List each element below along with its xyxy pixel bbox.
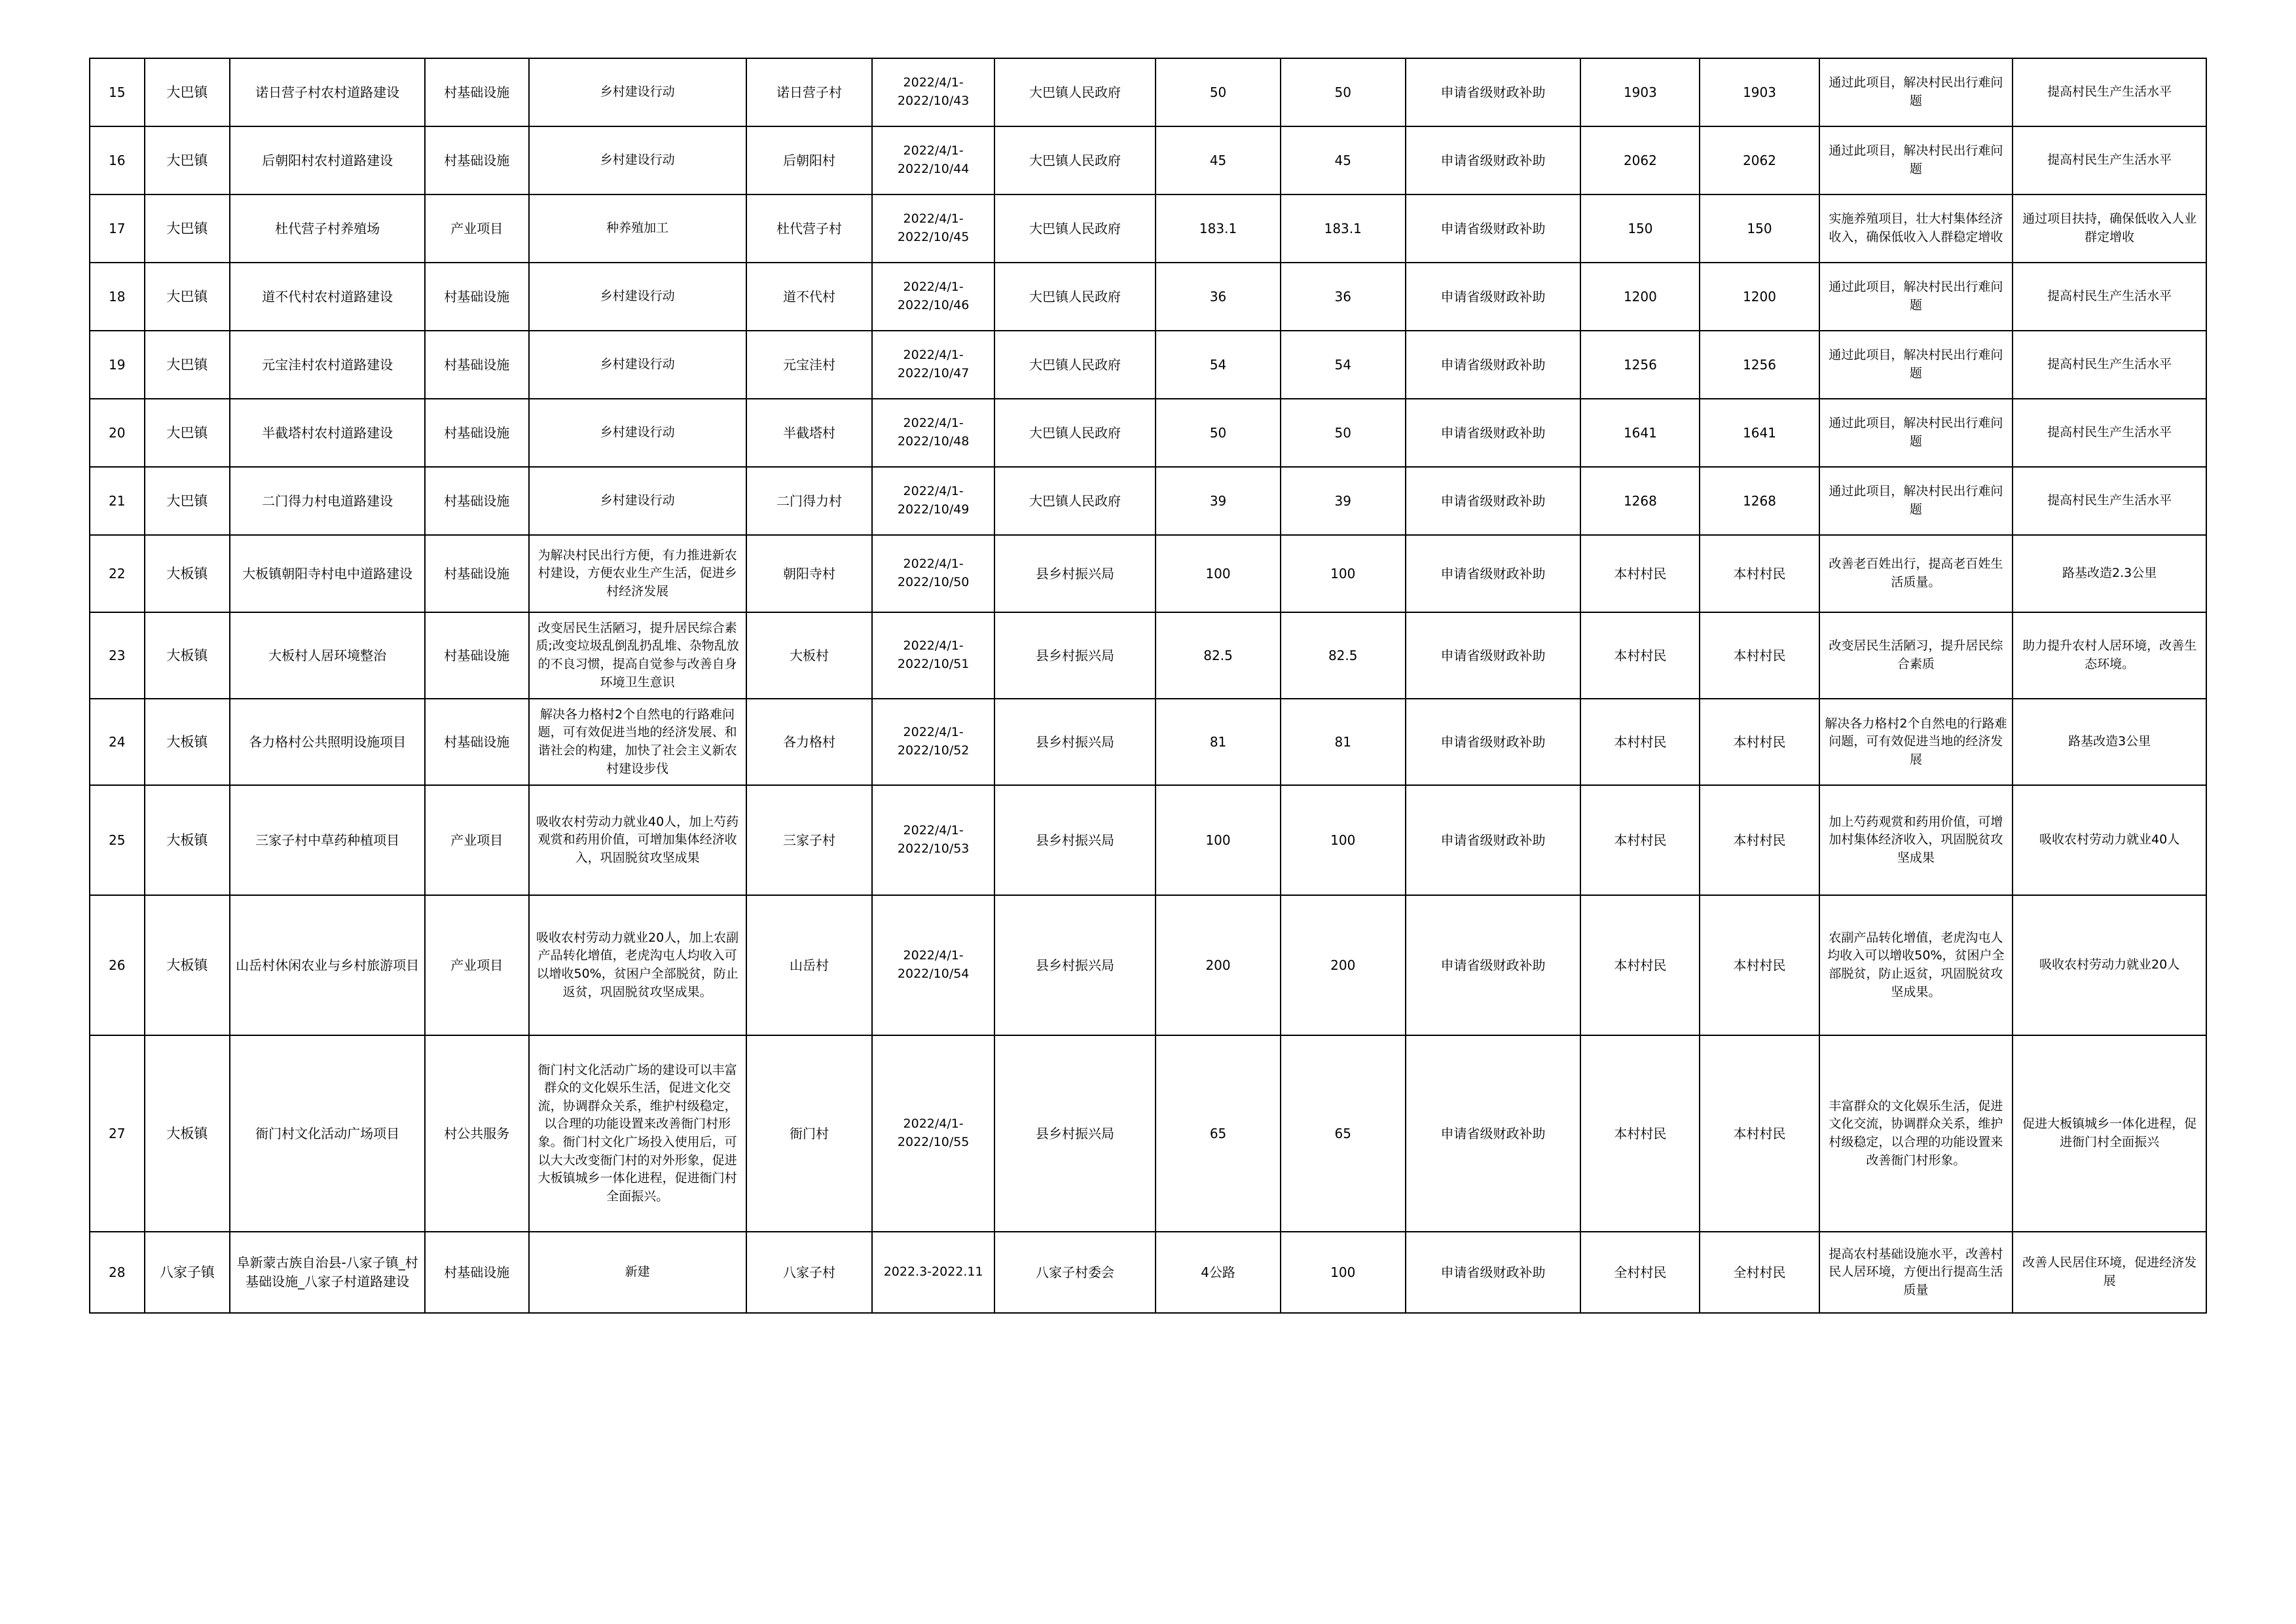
- cell-apply-funds: 100: [1281, 785, 1406, 895]
- cell-project-type: 村基础设施: [425, 467, 529, 535]
- cell-unit: 大巴镇人民政府: [994, 126, 1156, 194]
- cell-project-type: 村基础设施: [425, 699, 529, 785]
- cell-benefit-households: 1903: [1700, 58, 1819, 126]
- cell-unit: 大巴镇人民政府: [994, 399, 1156, 467]
- table-row: [90, 612, 2206, 699]
- cell-apply-funds: 54: [1281, 331, 1406, 399]
- cell-index: 28: [90, 1232, 145, 1313]
- table-row: [90, 699, 2206, 785]
- cell-period: 2022/4/1-2022/10/54: [872, 895, 994, 1035]
- cell-total-investment: 45: [1156, 126, 1281, 194]
- cell-benefit-population: 本村村民: [1580, 612, 1700, 699]
- cell-town: 大巴镇: [145, 467, 230, 535]
- cell-apply-funds: 65: [1281, 1035, 1406, 1232]
- cell-build-content: 种养殖加工: [529, 194, 746, 263]
- cell-period: 2022/4/1-2022/10/51: [872, 612, 994, 699]
- cell-project-name: 三家子村中草药种植项目: [230, 785, 425, 895]
- cell-apply-funds: 39: [1281, 467, 1406, 535]
- cell-benefit-households: 150: [1700, 194, 1819, 263]
- cell-apply-funds: 50: [1281, 58, 1406, 126]
- cell-benefit-households: 本村村民: [1700, 612, 1819, 699]
- cell-index: 24: [90, 699, 145, 785]
- cell-town: 大板镇: [145, 535, 230, 612]
- cell-town: 大巴镇: [145, 263, 230, 331]
- cell-unit: 大巴镇人民政府: [994, 331, 1156, 399]
- table-row: [90, 895, 2206, 1035]
- cell-project-name: 诺日营子村农村道路建设: [230, 58, 425, 126]
- cell-fund-source: 申请省级财政补助: [1406, 699, 1581, 785]
- table-body: [90, 58, 2206, 1313]
- cell-index: 20: [90, 399, 145, 467]
- cell-total-investment: 36: [1156, 263, 1281, 331]
- cell-benefit-population: 1641: [1580, 399, 1700, 467]
- cell-benefit-analysis: 助力提升农村人居环境，改善生态环境。: [2013, 612, 2206, 699]
- cell-fund-source: 申请省级财政补助: [1406, 467, 1581, 535]
- cell-benefit-population: 1903: [1580, 58, 1700, 126]
- cell-fund-source: 申请省级财政补助: [1406, 895, 1581, 1035]
- table-row: [90, 399, 2206, 467]
- cell-performance-goal: 通过此项目，解决村民出行难问题: [1819, 263, 2013, 331]
- cell-apply-funds: 50: [1281, 399, 1406, 467]
- cell-project-type: 村基础设施: [425, 612, 529, 699]
- cell-build-content: 乡村建设行动: [529, 263, 746, 331]
- cell-unit: 县乡村振兴局: [994, 785, 1156, 895]
- cell-index: 15: [90, 58, 145, 126]
- table-row: [90, 194, 2206, 263]
- cell-place: 大板村: [746, 612, 873, 699]
- cell-build-content: 新建: [529, 1232, 746, 1313]
- cell-project-name: 山岳村休闲农业与乡村旅游项目: [230, 895, 425, 1035]
- cell-performance-goal: 通过此项目，解决村民出行难问题: [1819, 126, 2013, 194]
- table-row: [90, 126, 2206, 194]
- cell-index: 18: [90, 263, 145, 331]
- cell-town: 大板镇: [145, 1035, 230, 1232]
- cell-benefit-analysis: 提高村民生产生活水平: [2013, 467, 2206, 535]
- cell-index: 23: [90, 612, 145, 699]
- cell-apply-funds: 183.1: [1281, 194, 1406, 263]
- cell-benefit-analysis: 吸收农村劳动力就业20人: [2013, 895, 2206, 1035]
- cell-benefit-analysis: 通过项目扶持，确保低收入人业群定增收: [2013, 194, 2206, 263]
- cell-project-type: 产业项目: [425, 785, 529, 895]
- cell-town: 大巴镇: [145, 194, 230, 263]
- table-row: [90, 1232, 2206, 1313]
- cell-period: 2022/4/1-2022/10/49: [872, 467, 994, 535]
- cell-fund-source: 申请省级财政补助: [1406, 1232, 1581, 1313]
- cell-place: 各力格村: [746, 699, 873, 785]
- cell-total-investment: 50: [1156, 58, 1281, 126]
- cell-project-type: 村基础设施: [425, 399, 529, 467]
- cell-fund-source: 申请省级财政补助: [1406, 126, 1581, 194]
- cell-apply-funds: 200: [1281, 895, 1406, 1035]
- cell-performance-goal: 通过此项目，解决村民出行难问题: [1819, 399, 2013, 467]
- cell-fund-source: 申请省级财政补助: [1406, 194, 1581, 263]
- cell-benefit-households: 本村村民: [1700, 535, 1819, 612]
- cell-benefit-households: 2062: [1700, 126, 1819, 194]
- cell-place: 半截塔村: [746, 399, 873, 467]
- cell-project-name: 大板镇朝阳寺村电中道路建设: [230, 535, 425, 612]
- cell-place: 朝阳寺村: [746, 535, 873, 612]
- cell-total-investment: 50: [1156, 399, 1281, 467]
- cell-period: 2022/4/1-2022/10/47: [872, 331, 994, 399]
- cell-period: 2022/4/1-2022/10/43: [872, 58, 994, 126]
- table-row: [90, 263, 2206, 331]
- table-row: [90, 331, 2206, 399]
- table-row: [90, 1035, 2206, 1232]
- cell-place: 二门得力村: [746, 467, 873, 535]
- cell-build-content: 衙门村文化活动广场的建设可以丰富群众的文化娱乐生活，促进文化交流，协调群众关系，维护村级稳定，以合理的功能设置来改善衙门村形象。衙门村文化广场投入使用后，可以大大改变衙门村的对外形象，促进大板镇城乡一体化进程，促进衙门村全面振兴。: [529, 1035, 746, 1232]
- cell-project-name: 阜新蒙古族自治县-八家子镇_村基础设施_八家子村道路建设: [230, 1232, 425, 1313]
- cell-build-content: 为解决村民出行方便，有力推进新农村建设，方便农业生产生活，促进乡村经济发展: [529, 535, 746, 612]
- cell-build-content: 改变居民生活陋习，提升居民综合素质;改变垃圾乱倒乱扔乱堆、杂物乱放的不良习惯，提高自觉参与改善自身环境卫生意识: [529, 612, 746, 699]
- cell-benefit-households: 1256: [1700, 331, 1819, 399]
- cell-benefit-analysis: 提高村民生产生活水平: [2013, 331, 2206, 399]
- cell-benefit-analysis: 吸收农村劳动力就业40人: [2013, 785, 2206, 895]
- cell-index: 22: [90, 535, 145, 612]
- cell-benefit-population: 150: [1580, 194, 1700, 263]
- cell-performance-goal: 提高农村基础设施水平，改善村民人居环境，方便出行提高生活质量: [1819, 1232, 2013, 1313]
- cell-benefit-households: 本村村民: [1700, 1035, 1819, 1232]
- cell-place: 衙门村: [746, 1035, 873, 1232]
- cell-place: 后朝阳村: [746, 126, 873, 194]
- cell-benefit-population: 本村村民: [1580, 535, 1700, 612]
- cell-total-investment: 200: [1156, 895, 1281, 1035]
- cell-town: 八家子镇: [145, 1232, 230, 1313]
- cell-period: 2022/4/1-2022/10/52: [872, 699, 994, 785]
- cell-town: 大板镇: [145, 612, 230, 699]
- cell-unit: 大巴镇人民政府: [994, 263, 1156, 331]
- cell-project-name: 二门得力村电道路建设: [230, 467, 425, 535]
- cell-place: 三家子村: [746, 785, 873, 895]
- cell-performance-goal: 加上芍药观赏和药用价值，可增加村集体经济收入，巩固脱贫攻坚成果: [1819, 785, 2013, 895]
- cell-project-name: 各力格村公共照明设施项目: [230, 699, 425, 785]
- table-row: [90, 467, 2206, 535]
- cell-project-type: 村基础设施: [425, 535, 529, 612]
- cell-place: 八家子村: [746, 1232, 873, 1313]
- cell-benefit-population: 1256: [1580, 331, 1700, 399]
- cell-fund-source: 申请省级财政补助: [1406, 612, 1581, 699]
- cell-unit: 县乡村振兴局: [994, 1035, 1156, 1232]
- cell-project-name: 后朝阳村农村道路建设: [230, 126, 425, 194]
- cell-project-name: 衙门村文化活动广场项目: [230, 1035, 425, 1232]
- cell-period: 2022/4/1-2022/10/48: [872, 399, 994, 467]
- cell-performance-goal: 实施养殖项目，壮大村集体经济收入，确保低收入人群稳定增收: [1819, 194, 2013, 263]
- cell-benefit-households: 1200: [1700, 263, 1819, 331]
- cell-performance-goal: 通过此项目，解决村民出行难问题: [1819, 331, 2013, 399]
- cell-build-content: 乡村建设行动: [529, 331, 746, 399]
- cell-fund-source: 申请省级财政补助: [1406, 535, 1581, 612]
- cell-total-investment: 100: [1156, 785, 1281, 895]
- cell-unit: 县乡村振兴局: [994, 895, 1156, 1035]
- cell-fund-source: 申请省级财政补助: [1406, 263, 1581, 331]
- cell-unit: 八家子村委会: [994, 1232, 1156, 1313]
- cell-fund-source: 申请省级财政补助: [1406, 58, 1581, 126]
- cell-unit: 县乡村振兴局: [994, 612, 1156, 699]
- cell-benefit-households: 本村村民: [1700, 895, 1819, 1035]
- cell-town: 大板镇: [145, 895, 230, 1035]
- cell-period: 2022/4/1-2022/10/46: [872, 263, 994, 331]
- cell-town: 大板镇: [145, 785, 230, 895]
- cell-benefit-analysis: 提高村民生产生活水平: [2013, 58, 2206, 126]
- cell-apply-funds: 82.5: [1281, 612, 1406, 699]
- cell-performance-goal: 改善老百姓出行，提高老百姓生活质量。: [1819, 535, 2013, 612]
- cell-town: 大巴镇: [145, 58, 230, 126]
- cell-total-investment: 54: [1156, 331, 1281, 399]
- cell-town: 大巴镇: [145, 331, 230, 399]
- cell-benefit-analysis: 提高村民生产生活水平: [2013, 399, 2206, 467]
- cell-index: 26: [90, 895, 145, 1035]
- cell-project-type: 产业项目: [425, 895, 529, 1035]
- cell-benefit-analysis: 改善人民居住环境，促进经济发展: [2013, 1232, 2206, 1313]
- cell-performance-goal: 通过此项目，解决村民出行难问题: [1819, 58, 2013, 126]
- cell-build-content: 解决各力格村2个自然电的行路难问题，可有效促进当地的经济发展、和谐社会的构建，加快了社会主义新农村建设步伐: [529, 699, 746, 785]
- table-row: [90, 535, 2206, 612]
- cell-town: 大巴镇: [145, 126, 230, 194]
- cell-project-type: 村基础设施: [425, 331, 529, 399]
- cell-period: 2022/4/1-2022/10/50: [872, 535, 994, 612]
- cell-benefit-households: 1641: [1700, 399, 1819, 467]
- cell-project-name: 大板村人居环境整治: [230, 612, 425, 699]
- cell-unit: 县乡村振兴局: [994, 699, 1156, 785]
- cell-apply-funds: 100: [1281, 1232, 1406, 1313]
- cell-project-name: 元宝洼村农村道路建设: [230, 331, 425, 399]
- cell-performance-goal: 解决各力格村2个自然电的行路难问题，可有效促进当地的经济发展: [1819, 699, 2013, 785]
- cell-index: 16: [90, 126, 145, 194]
- cell-period: 2022/4/1-2022/10/45: [872, 194, 994, 263]
- cell-benefit-households: 本村村民: [1700, 699, 1819, 785]
- cell-fund-source: 申请省级财政补助: [1406, 1035, 1581, 1232]
- cell-benefit-population: 本村村民: [1580, 785, 1700, 895]
- cell-build-content: 乡村建设行动: [529, 126, 746, 194]
- cell-project-type: 村基础设施: [425, 58, 529, 126]
- cell-project-type: 村基础设施: [425, 1232, 529, 1313]
- cell-index: 19: [90, 331, 145, 399]
- cell-benefit-population: 本村村民: [1580, 1035, 1700, 1232]
- cell-performance-goal: 农副产品转化增值，老虎沟屯人均收入可以增收50%，贫困户全部脱贫，防止返贫，巩固脱贫攻坚成果。: [1819, 895, 2013, 1035]
- cell-total-investment: 100: [1156, 535, 1281, 612]
- cell-fund-source: 申请省级财政补助: [1406, 331, 1581, 399]
- cell-build-content: 乡村建设行动: [529, 467, 746, 535]
- cell-unit: 县乡村振兴局: [994, 535, 1156, 612]
- cell-project-name: 半截塔村农村道路建设: [230, 399, 425, 467]
- cell-benefit-population: 本村村民: [1580, 895, 1700, 1035]
- cell-place: 道不代村: [746, 263, 873, 331]
- cell-benefit-population: 1200: [1580, 263, 1700, 331]
- cell-project-type: 村基础设施: [425, 263, 529, 331]
- cell-build-content: 乡村建设行动: [529, 58, 746, 126]
- cell-place: 山岳村: [746, 895, 873, 1035]
- cell-index: 27: [90, 1035, 145, 1232]
- cell-performance-goal: 通过此项目，解决村民出行难问题: [1819, 467, 2013, 535]
- cell-benefit-analysis: 促进大板镇城乡一体化进程，促进衙门村全面振兴: [2013, 1035, 2206, 1232]
- cell-project-name: 道不代村农村道路建设: [230, 263, 425, 331]
- cell-benefit-households: 全村村民: [1700, 1232, 1819, 1313]
- cell-build-content: 乡村建设行动: [529, 399, 746, 467]
- cell-place: 元宝洼村: [746, 331, 873, 399]
- cell-period: 2022/4/1-2022/10/53: [872, 785, 994, 895]
- cell-fund-source: 申请省级财政补助: [1406, 399, 1581, 467]
- cell-total-investment: 82.5: [1156, 612, 1281, 699]
- cell-total-investment: 81: [1156, 699, 1281, 785]
- cell-build-content: 吸收农村劳动力就业40人，加上芍药观赏和药用价值，可增加集体经济收入，巩固脱贫攻坚成果: [529, 785, 746, 895]
- cell-apply-funds: 45: [1281, 126, 1406, 194]
- cell-place: 杜代营子村: [746, 194, 873, 263]
- cell-build-content: 吸收农村劳动力就业20人，加上农副产品转化增值，老虎沟屯人均收入可以增收50%，贫困户全部脱贫，防止返贫，巩固脱贫攻坚成果。: [529, 895, 746, 1035]
- cell-apply-funds: 36: [1281, 263, 1406, 331]
- cell-unit: 大巴镇人民政府: [994, 194, 1156, 263]
- cell-period: 2022/4/1-2022/10/44: [872, 126, 994, 194]
- cell-performance-goal: 丰富群众的文化娱乐生活，促进文化交流，协调群众关系，维护村级稳定，以合理的功能设置来改善衙门村形象。: [1819, 1035, 2013, 1232]
- cell-index: 25: [90, 785, 145, 895]
- cell-total-investment: 183.1: [1156, 194, 1281, 263]
- cell-index: 17: [90, 194, 145, 263]
- cell-project-name: 杜代营子村养殖场: [230, 194, 425, 263]
- cell-index: 21: [90, 467, 145, 535]
- cell-total-investment: 4公路: [1156, 1232, 1281, 1313]
- cell-total-investment: 39: [1156, 467, 1281, 535]
- cell-town: 大板镇: [145, 699, 230, 785]
- cell-benefit-population: 全村村民: [1580, 1232, 1700, 1313]
- cell-unit: 大巴镇人民政府: [994, 467, 1156, 535]
- cell-apply-funds: 81: [1281, 699, 1406, 785]
- cell-apply-funds: 100: [1281, 535, 1406, 612]
- cell-benefit-analysis: 提高村民生产生活水平: [2013, 126, 2206, 194]
- cell-unit: 大巴镇人民政府: [994, 58, 1156, 126]
- cell-benefit-population: 1268: [1580, 467, 1700, 535]
- cell-town: 大巴镇: [145, 399, 230, 467]
- cell-place: 诺日营子村: [746, 58, 873, 126]
- cell-project-type: 产业项目: [425, 194, 529, 263]
- table-row: [90, 58, 2206, 126]
- cell-period: 2022/4/1-2022/10/55: [872, 1035, 994, 1232]
- cell-benefit-population: 2062: [1580, 126, 1700, 194]
- cell-benefit-households: 本村村民: [1700, 785, 1819, 895]
- cell-fund-source: 申请省级财政补助: [1406, 785, 1581, 895]
- cell-benefit-analysis: 路基改造3公里: [2013, 699, 2206, 785]
- cell-period: 2022.3-2022.11: [872, 1232, 994, 1313]
- cell-benefit-households: 1268: [1700, 467, 1819, 535]
- cell-benefit-analysis: 路基改造2.3公里: [2013, 535, 2206, 612]
- cell-project-type: 村公共服务: [425, 1035, 529, 1232]
- cell-project-type: 村基础设施: [425, 126, 529, 194]
- cell-total-investment: 65: [1156, 1035, 1281, 1232]
- cell-performance-goal: 改变居民生活陋习，提升居民综合素质: [1819, 612, 2013, 699]
- cell-benefit-population: 本村村民: [1580, 699, 1700, 785]
- project-table: [89, 58, 2207, 1314]
- cell-benefit-analysis: 提高村民生产生活水平: [2013, 263, 2206, 331]
- table-row: [90, 785, 2206, 895]
